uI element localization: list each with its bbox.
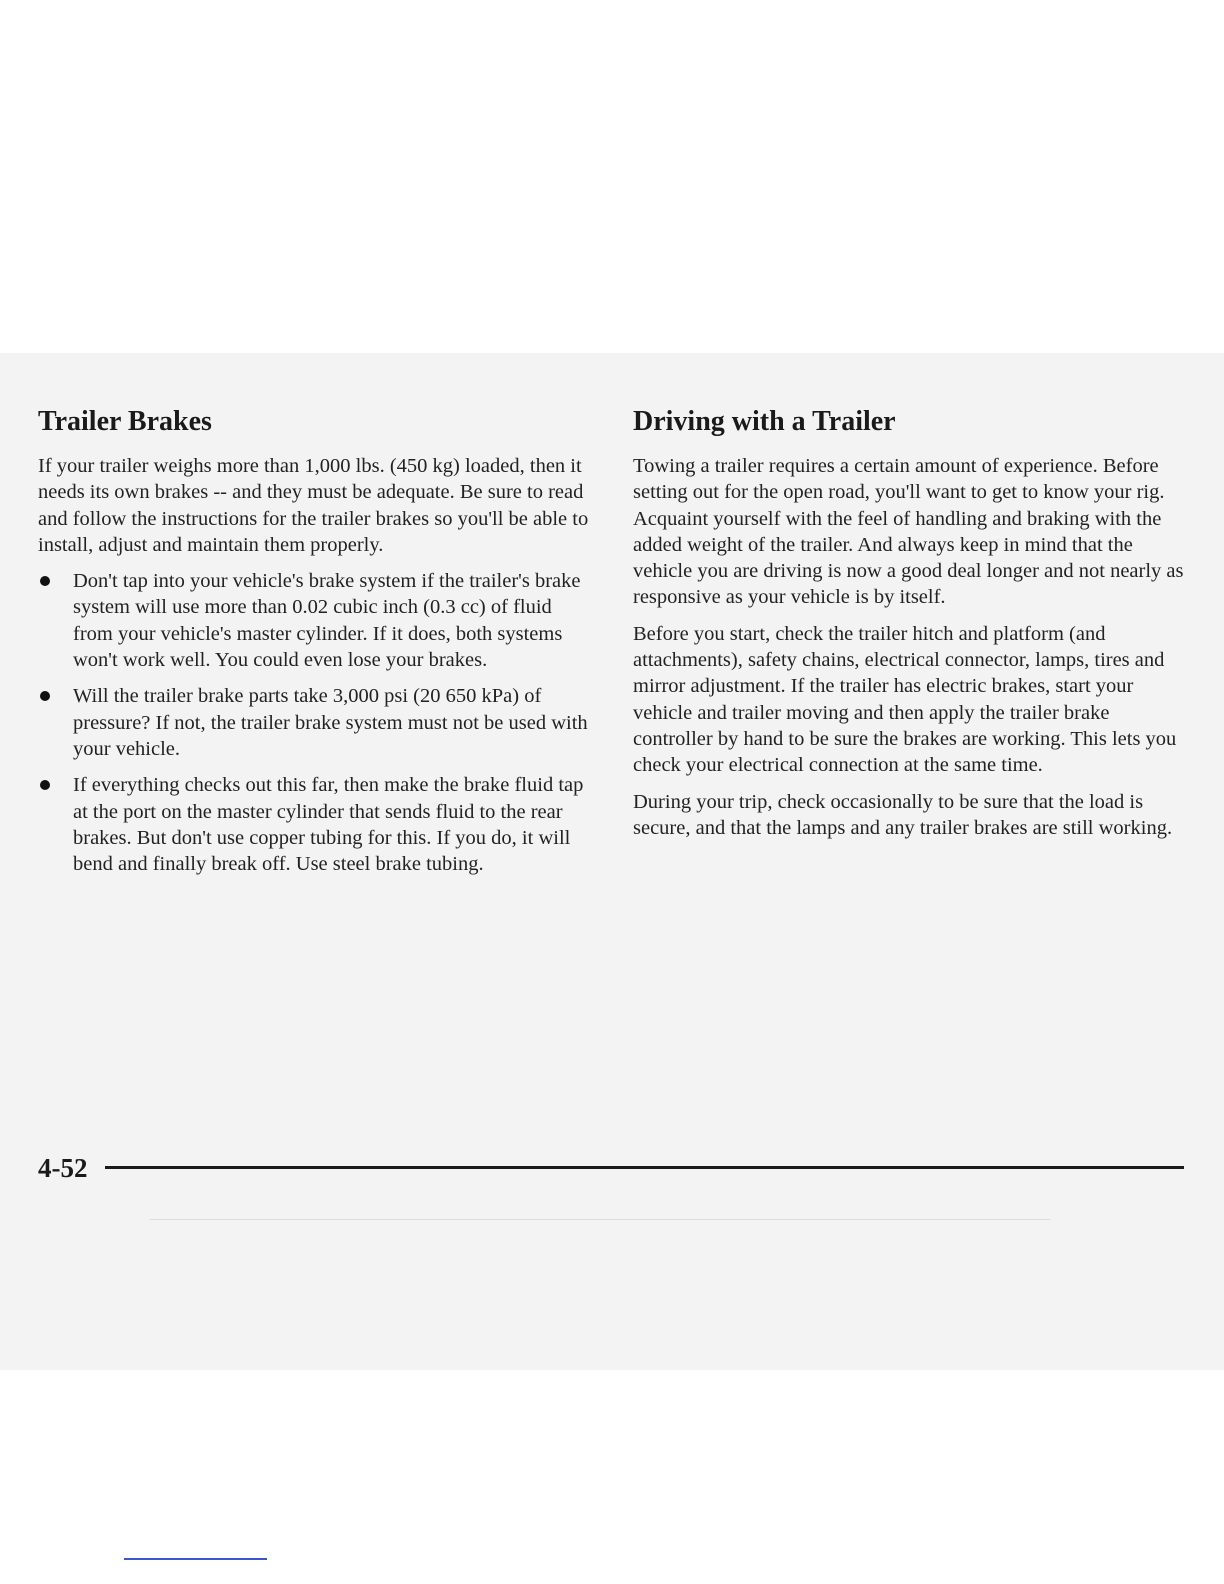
section-heading: Driving with a Trailer [633, 406, 896, 437]
footer-divider [105, 1166, 1184, 1169]
trailer-brakes-section [38, 402, 594, 887]
bullet-list [38, 568, 594, 877]
paragraph: Towing a trailer requires a certain amount of experience. Before setting out for the open road, you'll want to get to know your rig. Acquaint yourself with the feel of handling and braking with the added weight of the trailer. And always keep in mind that the vehicle you are driving is now a good deal longer and not nearly as responsive as your vehicle is by itself. [633, 455, 1184, 609]
page-footer [38, 1150, 1184, 1190]
paragraph: During your trip, check occasionally to be sure that the load is secure, and that the lamps and any trailer brakes are still working. [633, 790, 1173, 839]
section-heading: Trailer Brakes [38, 406, 212, 437]
list-item [38, 683, 594, 762]
list-item-text: If everything checks out this far, then make the brake fluid tap at the port on the master cylinder that sends fluid to the rear brakes. But don't use copper tubing for this. If you do, it will bend and finally break off. Use steel brake tubing. [73, 774, 584, 876]
divider [150, 1219, 1050, 1220]
list-item [38, 772, 594, 877]
driving-with-trailer-section [633, 402, 1189, 851]
list-item-text: Will the trailer brake parts take 3,000 psi (20 650 kPa) of pressure? If not, the trailer brake system must not be used with your vehicle. [73, 685, 588, 760]
list-item [38, 568, 594, 673]
bullet-icon [40, 576, 50, 586]
bullet-icon [40, 691, 50, 701]
link-underline [124, 1558, 267, 1560]
paragraph: Before you start, check the trailer hitch and platform (and attachments), safety chains, electrical connector, lamps, tires and mirror adjustment. If the trailer has electric brakes, start your vehicle and trailer moving and then apply the trailer brake controller by hand to be sure the brakes are working. This lets you check your electrical connection at the same time. [633, 622, 1177, 777]
page-number: 4-52 [38, 1153, 88, 1183]
bullet-icon [40, 780, 50, 790]
list-item-text: Don't tap into your vehicle's brake system if the trailer's brake system will use more than 0.02 cubic inch (0.3 cc) of fluid from your vehicle's master cylinder. If it does, both systems won't work well. You could even lose your brakes. [73, 570, 581, 672]
intro-paragraph: If your trailer weighs more than 1,000 lbs. (450 kg) loaded, then it needs its own brakes -- and they must be adequate. Be sure to read and follow the instructions for the trailer brakes so you'll be able to install, adjust and maintain them properly. [38, 455, 589, 556]
